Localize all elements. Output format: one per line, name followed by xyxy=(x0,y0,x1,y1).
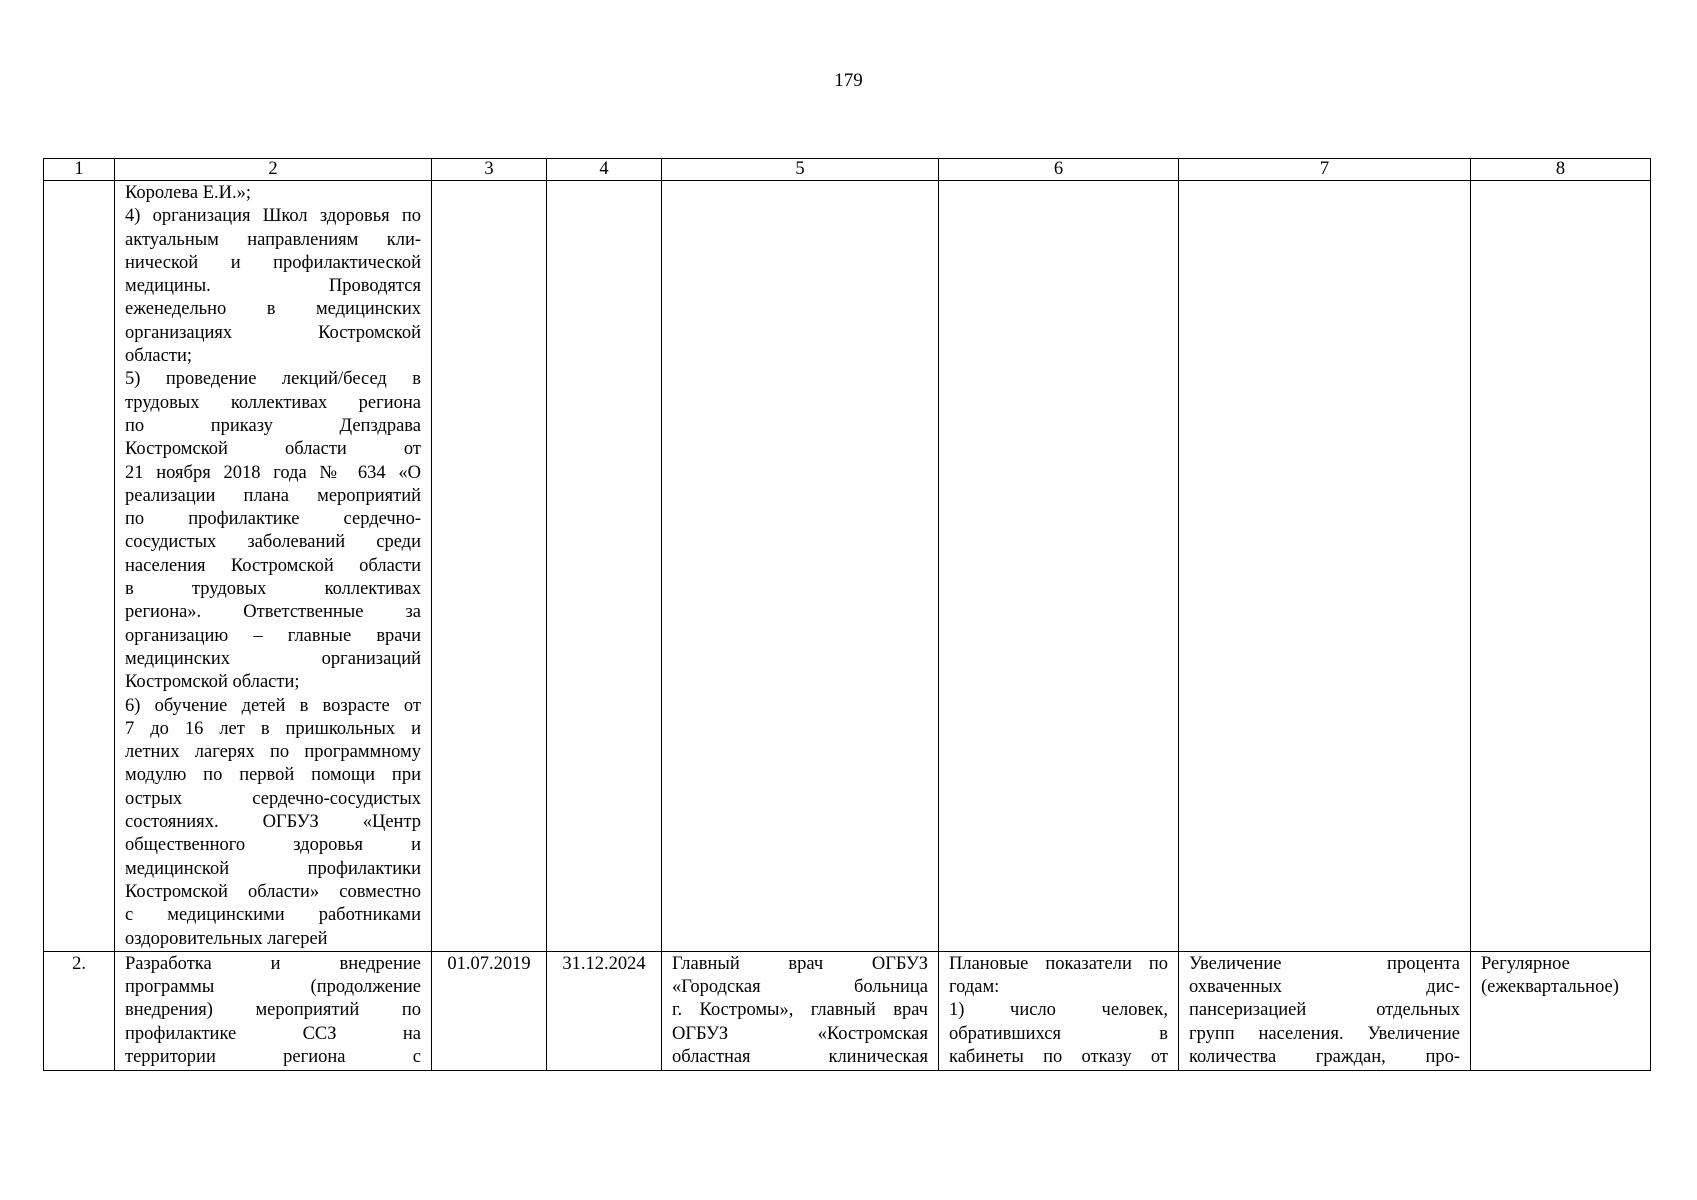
expected-result-lines xyxy=(1189,953,1460,1070)
column-header: 2 xyxy=(115,159,432,181)
text-line: пансеризацией отдельных xyxy=(1189,1000,1460,1021)
text-line: кабинеты по отказу от xyxy=(949,1046,1168,1067)
table-row-2 xyxy=(44,951,1651,1070)
text-line: области; xyxy=(125,346,192,367)
text-line: по профилактике сердечно- xyxy=(125,509,421,530)
start-date-cell xyxy=(432,181,547,952)
text-line: «Городская больница xyxy=(672,977,928,998)
table-row-continuation xyxy=(44,181,1651,952)
text-line: Костромской области от xyxy=(125,439,421,460)
end-date-cell: 31.12.2024 xyxy=(547,951,662,1070)
text-line: 5) проведение лекций/бесед в xyxy=(125,369,421,390)
text-line: сосудистых заболеваний среди xyxy=(125,532,421,553)
reporting-lines xyxy=(1481,953,1640,1000)
column-header: 1 xyxy=(44,159,115,181)
activity-description-lines xyxy=(125,182,421,951)
responsible-lines xyxy=(672,953,928,1070)
text-line: внедрения) мероприятий по xyxy=(125,1000,421,1021)
text-line: модулю по первой помощи при xyxy=(125,765,421,786)
responsible-cell xyxy=(662,951,939,1070)
text-line: Костромской области» совместно xyxy=(125,881,421,902)
column-header: 3 xyxy=(432,159,547,181)
text-line: летних лагерях по программному xyxy=(125,742,421,763)
text-line: Регулярное xyxy=(1481,953,1570,974)
column-header: 7 xyxy=(1179,159,1471,181)
column-header: 6 xyxy=(939,159,1179,181)
text-line: медицины. Проводятся xyxy=(125,276,421,297)
text-line: Главный врач ОГБУЗ xyxy=(672,953,928,974)
text-line: годам: xyxy=(949,977,1000,998)
text-line: Костромской области; xyxy=(125,672,300,693)
text-line: с медицинскими работниками xyxy=(125,905,421,926)
text-line: областная клиническая xyxy=(672,1046,928,1067)
text-line: 7 до 16 лет в пришкольных и xyxy=(125,718,421,739)
text-line: 1) число человек, xyxy=(949,1000,1168,1021)
text-line: количества граждан, про- xyxy=(1189,1046,1460,1067)
activity-description-cell xyxy=(115,951,432,1070)
text-line: программы (продолжение xyxy=(125,977,421,998)
column-number-row xyxy=(44,159,1651,181)
text-line: организациях Костромской xyxy=(125,322,421,343)
responsible-cell xyxy=(662,181,939,952)
row-number-cell: 2. xyxy=(44,951,115,1070)
text-line: 4) организация Школ здоровья по xyxy=(125,206,421,227)
activity-description-cell xyxy=(115,181,432,952)
text-line: состояниях. ОГБУЗ «Центр xyxy=(125,812,421,833)
text-line: еженедельно в медицинских xyxy=(125,299,421,320)
text-line: Королева Е.И.»; xyxy=(125,183,251,203)
text-line: Плановые показатели по xyxy=(949,953,1168,974)
text-line: по приказу Депздрава xyxy=(125,415,421,436)
expected-result-cell xyxy=(1179,181,1471,952)
text-line: оздоровительных лагерей xyxy=(125,928,328,949)
text-line: общественного здоровья и xyxy=(125,835,421,856)
text-line: территории региона с xyxy=(125,1046,421,1067)
expected-result-cell xyxy=(1179,951,1471,1070)
start-date-cell: 01.07.2019 xyxy=(432,951,547,1070)
end-date-cell xyxy=(547,181,662,952)
activity-description-lines xyxy=(125,953,421,1070)
text-line: острых сердечно-сосудистых xyxy=(125,788,421,809)
plan-table xyxy=(43,158,1651,1071)
text-line: (ежеквартальное) xyxy=(1481,977,1619,998)
text-line: профилактике ССЗ на xyxy=(125,1023,421,1044)
reporting-cell xyxy=(1471,951,1651,1070)
text-line: Разработка и внедрение xyxy=(125,953,421,974)
indicators-cell xyxy=(939,181,1179,952)
page-number: 179 xyxy=(834,70,863,91)
text-line: Увеличение процента xyxy=(1189,953,1460,974)
text-line: групп населения. Увеличение xyxy=(1189,1023,1460,1044)
column-header: 8 xyxy=(1471,159,1651,181)
column-header: 4 xyxy=(547,159,662,181)
text-line: охваченных дис- xyxy=(1189,977,1460,998)
text-line: населения Костромской области xyxy=(125,555,421,576)
column-header: 5 xyxy=(662,159,939,181)
text-line: организацию – главные врачи xyxy=(125,625,421,646)
text-line: 6) обучение детей в возрасте от xyxy=(125,695,421,716)
text-line: обратившихся в xyxy=(949,1023,1168,1044)
text-line: трудовых коллективах региона xyxy=(125,392,421,413)
text-line: ОГБУЗ «Костромская xyxy=(672,1023,928,1044)
indicators-cell xyxy=(939,951,1179,1070)
text-line: в трудовых коллективах xyxy=(125,579,421,600)
text-line: медицинских организаций xyxy=(125,648,421,669)
row-number-cell xyxy=(44,181,115,952)
text-line: актуальным направлениям кли- xyxy=(125,229,421,250)
indicators-lines xyxy=(949,953,1168,1070)
reporting-cell xyxy=(1471,181,1651,952)
text-line: 21 ноября 2018 года № 634 «О xyxy=(125,462,421,483)
text-line: г. Костромы», главный врач xyxy=(672,1000,928,1021)
text-line: реализации плана мероприятий xyxy=(125,485,421,506)
text-line: нической и профилактической xyxy=(125,252,421,273)
text-line: региона». Ответственные за xyxy=(125,602,421,623)
text-line: медицинской профилактики xyxy=(125,858,421,879)
